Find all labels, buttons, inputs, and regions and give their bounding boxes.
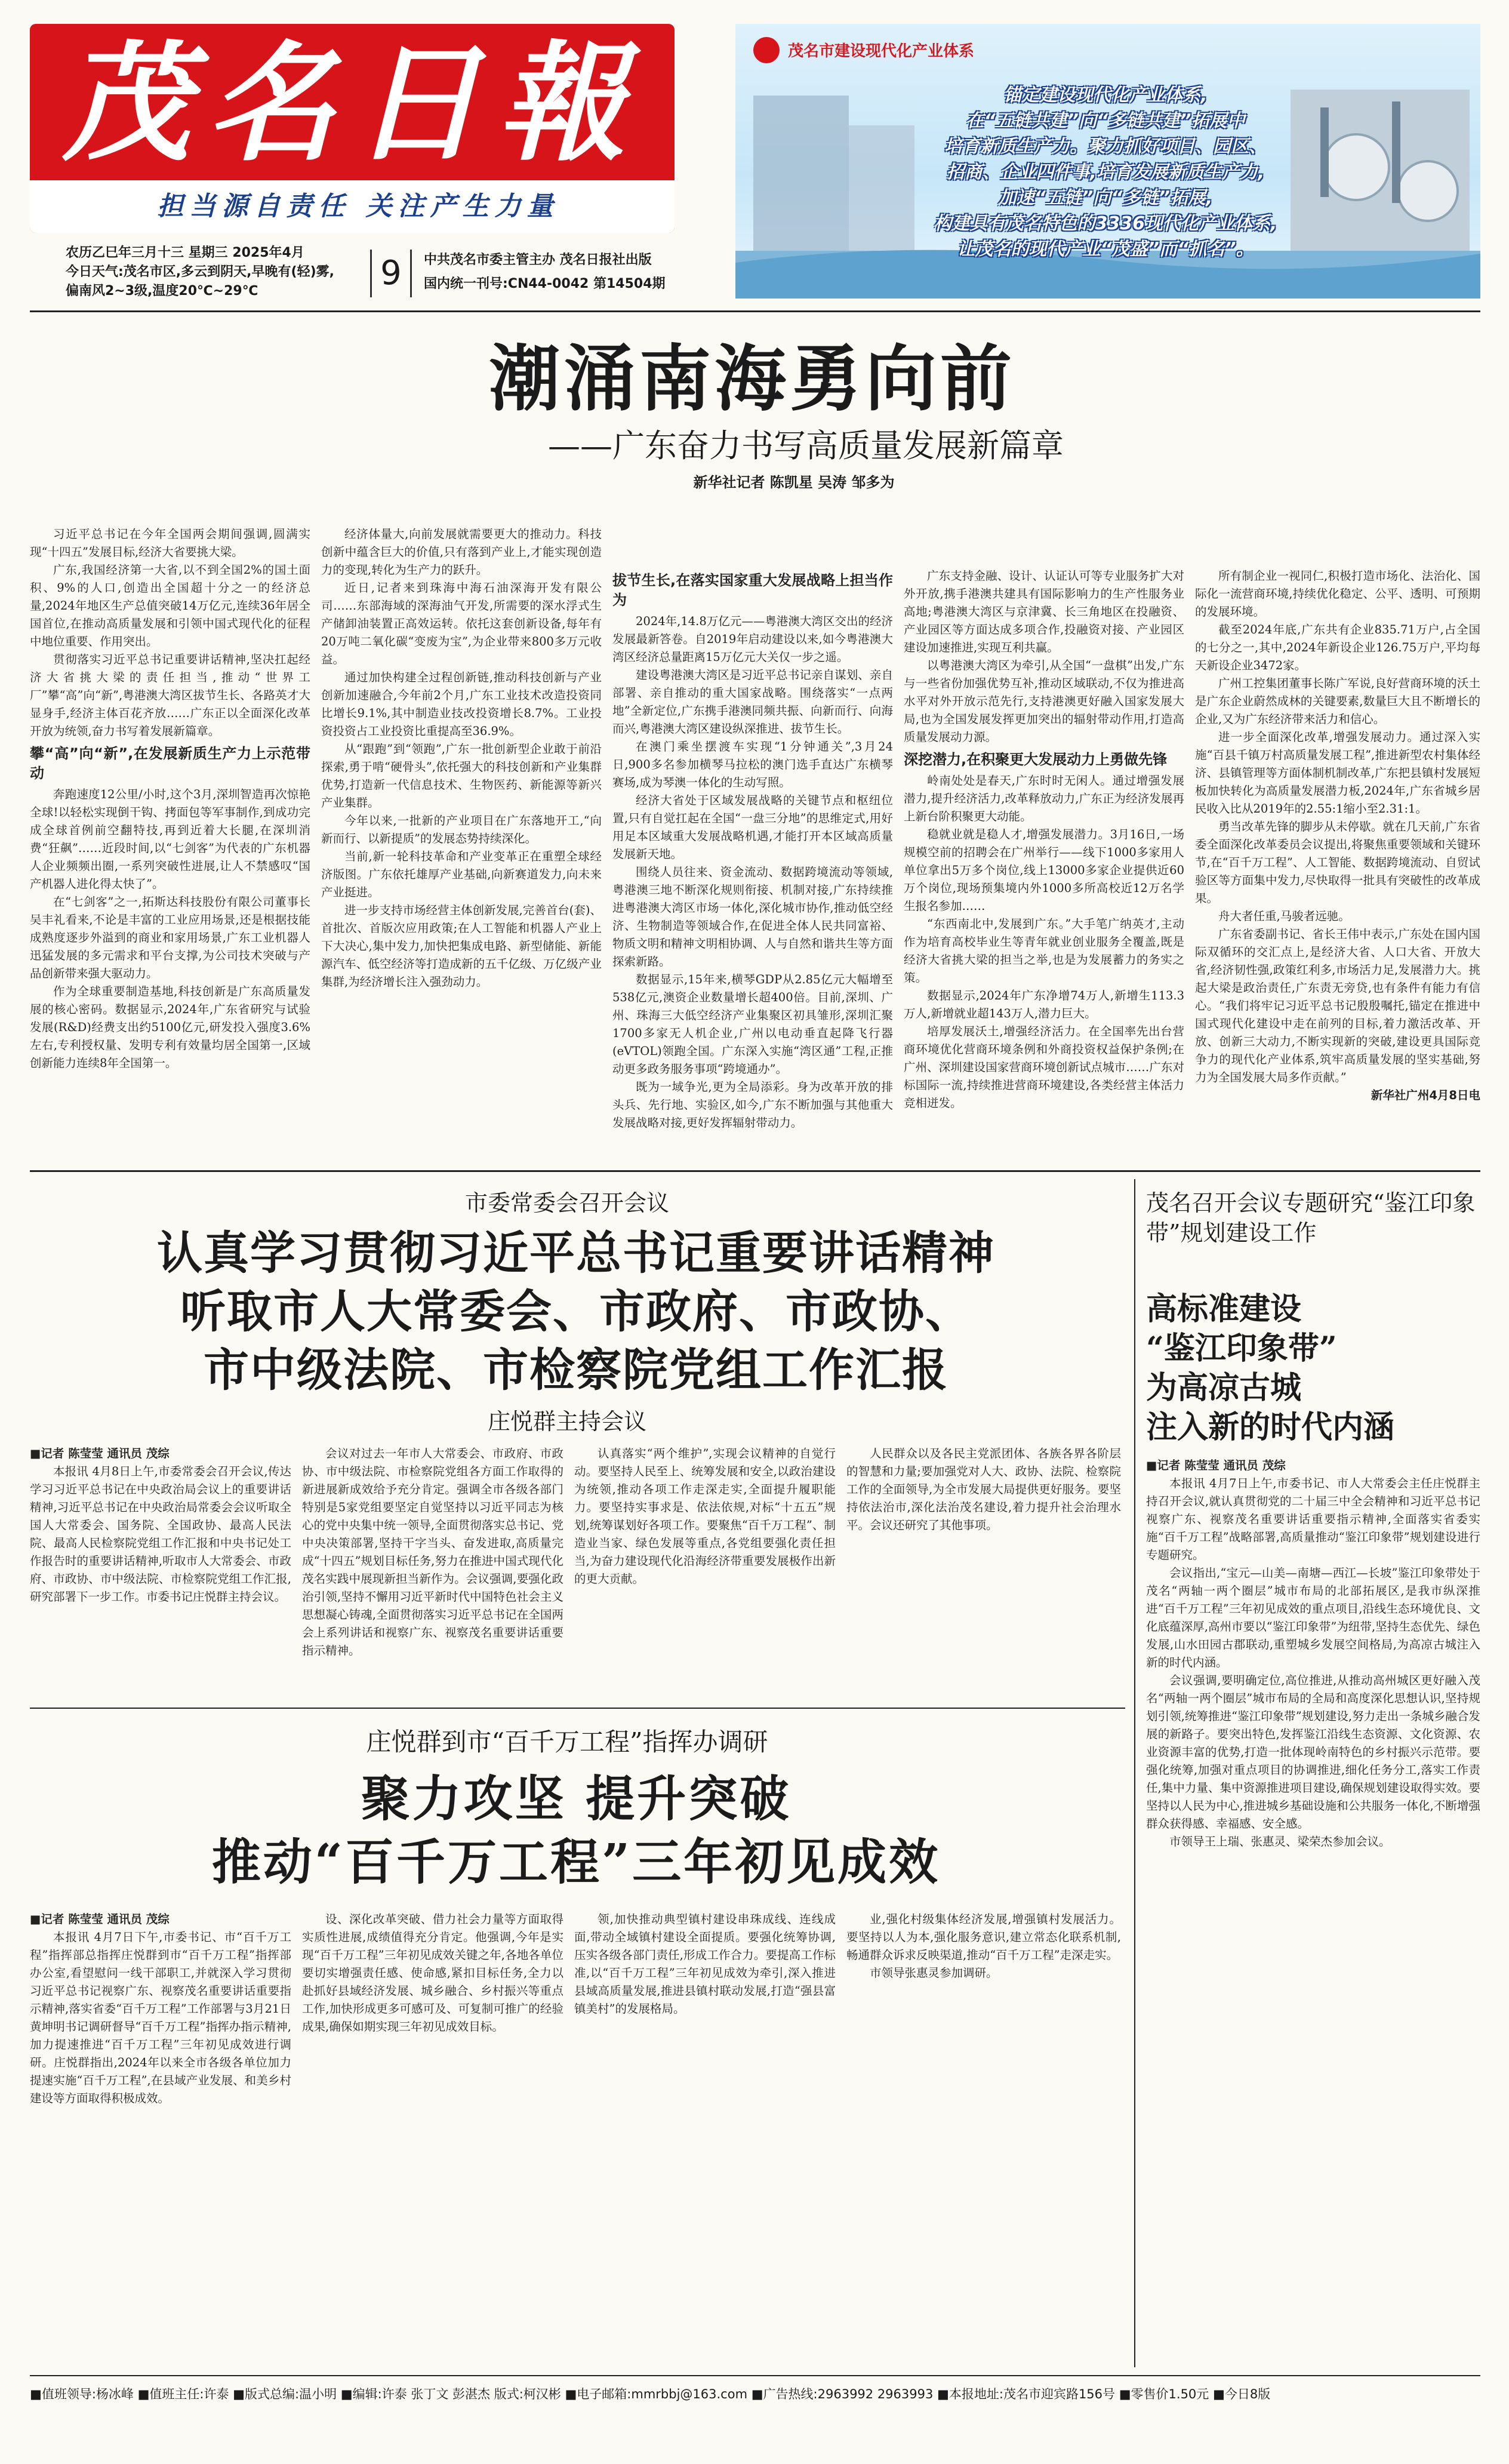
paragraph: 经济体量大,向前发展就需要更大的推动力。科技创新中蕴含巨大的价值,只有落到产业上,才能实现创造力的变现,转化为生产力的跃升。 <box>321 527 602 577</box>
banner-text-block <box>914 82 1296 262</box>
paragraph: 培厚发展沃土,增强经济活力。在全国率先出台营商环境优化营商环境条例和外商投资权益保护条例;在广州、深圳建设国家营商环境创新试点城市……广东对标国际一流,持续推进营商环境建设,各类经营主体活力竞相迸发。 <box>904 1025 1184 1110</box>
article2-title-line: 认真学习贯彻习近平总书记重要讲话精神 <box>157 1226 995 1279</box>
banner-line: 锚定建设现代化产业体系, <box>1003 85 1208 106</box>
article2-kicker: 市委常委会召开会议 <box>464 1190 669 1216</box>
byline: ■记者 陈莹莹 通讯员 茂综 <box>30 1447 170 1460</box>
article3-title-line: “鉴江印象带” <box>1146 1330 1337 1367</box>
masthead-logo <box>30 24 675 233</box>
article4-column-3 <box>574 1911 836 2364</box>
section-subhead: 攀“高”向“新”,在发展新质生产力上示范带动 <box>30 745 310 782</box>
lead-column-3 <box>612 567 893 1158</box>
paragraph: 市领导王上瑞、张惠灵、梁荣杰参加会议。 <box>1169 1835 1391 1848</box>
weather-line: 今日天气:茂名市区,多云到阴天,早晚有(轻)雾, <box>66 264 334 279</box>
slogan: 担当源自责任 关注产生力量 <box>157 191 559 222</box>
column-divider <box>1134 1179 1135 2367</box>
article2-title-line: 听取市人大常委会、市政府、市政协、 <box>180 1285 972 1338</box>
paragraph: 广东支持金融、设计、认证认可等专业服务扩大对外开放,携手港澳共建具有国际影响力的生产性服务业高地;粤港澳大湾区与京津冀、长三角地区在投融资、产业园区等方面达成多项合作,投融资对接、产业园区建设加速推进,实现互利共赢。 <box>904 569 1184 654</box>
banner-line: 招商、企业四件事,培育发展新质生产力, <box>946 162 1265 183</box>
lead-byline: 新华社记者 陈凯星 吴涛 邹多为 <box>693 474 895 491</box>
section-subhead: 拔节生长,在落实国家重大发展战略上担当作为 <box>612 572 893 608</box>
article4-column-4 <box>846 1911 1121 2364</box>
article2-column-3 <box>574 1445 836 1696</box>
paragraph: 本报讯 4月7日下午,市委书记、市“百千万工程”指挥部总指挥庄悦群到市“百千万工程”指挥部办公室,看望慰问一线干部职工,并就深入学习贯彻习近平总书记视察广东、视察茂名重要讲话重要指示精神,落实省委“百千万工程”工作部署与3月21日黄坤明书记调研督导“百千万工程”指挥办指示精神,加力提速推进“百千万工程”三年初见成效进行调研。庄悦群指出,2024年以来全市各级各单位加力提速实施“百千万工程”,在县域产业发展、和美乡村建设等方面取得积极成效。 <box>30 1930 291 2105</box>
paragraph: 勇当改革先锋的脚步从未停歇。就在几天前,广东省委全面深化改革委员会议提出,将聚焦重要领域和关键环节,在“百千万工程”、人工智能、数据跨境流动、自贸试验区等方面集中发力,尽快取得一批具有突破性的改革成果。 <box>1195 820 1480 905</box>
article4-column-2 <box>302 1911 563 2364</box>
promo-banner <box>735 24 1480 299</box>
lead-subtitle: ——广东奋力书写高质量发展新篇章 <box>548 427 1064 465</box>
paragraph: 今年以来,一批新的产业项目在广东落地开工,“向新而行、以新提质”的发展态势持续深化。 <box>321 814 602 845</box>
article2-subtitle: 庄悦群主持会议 <box>487 1408 646 1435</box>
paragraph: 本报讯 4月8日上午,市委常委会召开会议,传达学习习近平总书记在中央政治局会议上的重要讲话精神,习近平总书记在中央政治局常委会会议听取全国人大常委会、国务院、全国政协、最高人民法院、最高人民检察院党组工作汇报和中央书记处工作报告时的重要讲话精神,听取市人大常委会、市政府、市政协、市中级法院、市检察院党组工作汇报,研究部署下一步工作。市委书记庄悦群主持会议。 <box>30 1465 291 1604</box>
banner-line: 加速“五链”向“多链”拓展, <box>998 187 1213 208</box>
paragraph: 领,加快推动典型镇村建设串珠成线、连线成面,带动全域镇村建设全面提质。要强化统筹协调,压实各级各部门责任,形成工作合力。要提高工作标准,以“百千万工程”三年初见成效为牵引,深入推进县域高质量发展,推进县镇村联动发展,打造“强县富镇美村”的发展格局。 <box>574 1912 836 2016</box>
paragraph: 2024年,14.8万亿元——粤港澳大湾区交出的经济发展最新答卷。自2019年启动建设以来,如今粤港澳大湾区经济总量距离15万亿元大关仅一步之遥。 <box>612 614 893 664</box>
paragraph: 截至2024年底,广东共有企业835.71万户,占全国的七分之一,其中,2024年新设企业126.75万户,平均每天新设企业3472家。 <box>1195 623 1480 672</box>
paragraph: 岭南处处是春天,广东时时无闲人。通过增强发展潜力,提升经济活力,改革释放动力,广东正为经济发展再上新台阶积聚更大动能。 <box>904 774 1184 823</box>
section-rule <box>30 1170 1480 1172</box>
banner-org: 茂名市建设现代化产业体系 <box>788 42 975 60</box>
paragraph: 认真落实“两个维护”,实现会议精神的自觉行动。要坚持人民至上、统筹发展和安全,以政治建设为统领,推动各项工作走深走实,全面提升履职能力。要坚持实事求是、依法依规,对标“十五五”规划,统筹谋划好各项工作。要聚焦“百千万工程”、制造业当家、绿色发展等重点,各党组要强化责任担当,为奋力建设现代化沿海经济带重要发展极作出新的更大贡献。 <box>574 1447 836 1586</box>
byline: ■记者 陈莹莹 通讯员 茂综 <box>1146 1459 1286 1472</box>
day-number: 9 <box>370 250 412 297</box>
lead-column-2 <box>321 525 602 1158</box>
paragraph: 会议对过去一年市人大常委会、市政府、市政协、市中级法院、市检察院党组各方面工作取得的新进展新成效给予充分肯定。强调全市各级各部门特别是5家党组要坚定自觉坚持以习近平同志为核心的党中央集中统一领导,全面贯彻落实总书记、党中央决策部署,坚持干字当头、奋发进取,高质量完成“十四五”规划目标任务,努力在推进中国式现代化茂名实践中展现新担当新作为。会议强调,要强化政治引领,坚持不懈用习近平新时代中国特色社会主义思想凝心铸魂,全面贯彻落实习近平总书记在全国两会上系列讲话和视察广东、视察茂名重要讲话重要指示精神。 <box>302 1447 563 1657</box>
article4-title-line: 推动“百千万工程”三年初见成效 <box>211 1834 941 1891</box>
paragraph: 贯彻落实习近平总书记重要讲话精神,坚决扛起经济大省挑大梁的责任担当,推动“世界工厂”攀“高”向“新”,粤港澳大湾区拔节生长、各路英才大显身手,经济主体百花齐放……广东正以全面深化改革开放为统领,奋力书写着发展新篇章。 <box>30 653 310 738</box>
article2-column-4 <box>846 1445 1121 1696</box>
paragraph: 奔跑速度12公里/小时,这个3月,深圳智造再次惊艳全球!以轻松实现倒干钩、拷面包等军事制作,到成功完成全球首例前空翻特技,再到近着大长腿,在深圳消费“狂飙”……近段时间,以“七剑客”为代表的广东机器人企业频频出圈,一系列突破性进展,让人不禁感叹“国产机器人进化得太快了”。 <box>30 788 310 891</box>
paragraph: 设、深化改革突破、借力社会力量等方面取得实质性进展,成绩值得充分肯定。他强调,今年是实现“百千万工程”三年初见成效关键之年,各地各单位要切实增强责任感、使命感,紧扣目标任务,全力以赴抓好县域经济发展、城乡融合、乡村振兴等重点工作,加快形成更多可感可及、可复制可推广的经验成果,确保如期实现三年初见成效目标。 <box>302 1912 563 2034</box>
article3-title <box>1146 1290 1480 1447</box>
article2-title-line: 市中级法院、市检察院党组工作汇报 <box>204 1343 948 1396</box>
article2-column-1 <box>30 1445 291 1696</box>
paragraph: 在“七剑客”之一,拓斯达科技股份有限公司董事长吴丰礼看来,不论是丰富的工业应用场景,还是根据技能成熟度逐步外溢到的商业和家用场景,广东工业机器人迅猛发展的多元需求和平台支撑,为公司技术突破与产品创新带来强大驱动力。 <box>30 895 310 980</box>
paragraph: 广东,我国经济第一大省,以不到全国2%的国土面积、9%的人口,创造出全国超十分之一的经济总量,2024年地区生产总值突破14万亿元,连续36年居全国首位,在推动高质量发展和引领中国式现代化的征程中地位重要、作用突出。 <box>30 563 310 648</box>
weather-line: 偏南风2~3级,温度20℃~29℃ <box>66 284 258 299</box>
publisher-line: 中共茂名市委主管主办 茂名日报社出版 <box>424 253 652 267</box>
paragraph: “东西南北中,发展到广东。”大手笔广纳英才,主动作为培育高校毕业生等青年就业创业服务全覆盖,既是经济大省挑大梁的担当之举,也是为发展蓄力的务实之策。 <box>904 917 1184 985</box>
article4-kicker: 庄悦群到市“百千万工程”指挥办调研 <box>366 1727 768 1757</box>
paragraph: 作为全球重要制造基地,科技创新是广东高质量发展的核心密码。数据显示,2024年,广东省研究与试验发展(R&D)经费支出约5100亿元,研发投入强度3.6%左右,专利授权量、发明专利有效量均居全国第一,区域创新能力连续8年全国第一。 <box>30 985 310 1070</box>
paper-name: 茂名日報 <box>62 27 642 179</box>
masthead-rule <box>30 310 1480 312</box>
paragraph: 本报讯 4月7日上午,市委书记、市人大常委会主任庄悦群主持召开会议,就认真贯彻党的二十届三中全会精神和习近平总书记视察广东、视察茂名重要讲话重要指示精神,全面落实省委实施“百千万工程”战略部署,高质量推动“鉴江印象带”规划建设进行专题研究。 <box>1146 1476 1480 1562</box>
banner-line: 让茂名的现代产业“茂盛”而“抓名”。 <box>957 239 1254 260</box>
lead-column-1 <box>30 525 310 1158</box>
paragraph: 广州工控集团董事长陈广军说,良好营商环境的沃土是广东企业蔚然成林的关键要素,数量巨大且不断增长的企业,又为广东经济带来活力和信心。 <box>1195 676 1480 726</box>
footer-credits: ■值班领导:杨冰峰 ■值班主任:许泰 ■版式总编:温小明 ■编辑:许泰 张丁文 彭湛杰 版式:柯汉彬 ■电子邮箱:mmrbbj@163.com ■广告热线:2963992 2963993 ■本报地址:茂名市迎宾路156号 ■零售价1.50元 ■今日8版 <box>30 2387 1271 2401</box>
paragraph: 近日,记者来到珠海中海石油深海开发有限公司……东部海域的深海油气开发,所需要的深水浮式生产储卸油装置正高效运转。依托这套创新设备,每年有20万吨二氧化碳“变废为宝”,为企业带来800多万元收益。 <box>321 581 602 666</box>
article3-body <box>1146 1457 1480 2364</box>
banner-line: 构建具有茂名特色的3336现代化产业体系, <box>934 213 1277 234</box>
lead-column-5 <box>1195 567 1480 1158</box>
lead-column-4 <box>904 567 1184 1158</box>
lead-title: 潮涌南海勇向前 <box>489 337 1015 421</box>
article2-column-2 <box>302 1445 563 1696</box>
article4-title <box>30 1767 1122 1894</box>
article2-title <box>30 1224 1122 1399</box>
paragraph: 所有制企业一视同仁,积极打造市场化、法治化、国际化一流营商环境,持续优化稳定、公平、透明、可预期的发展环境。 <box>1195 569 1480 619</box>
paragraph: 通过加快构建全过程创新链,推动科技创新与产业创新加速融合,今年前2个月,广东工业技术改造投资同比增长9.1%,其中制造业技改投资增长8.7%。工业投资投资占工业投资比重提高至36.9%。 <box>321 670 602 738</box>
article3-title-line: 为高凉古城 <box>1146 1370 1302 1406</box>
article3-title-line: 高标准建设 <box>1146 1291 1302 1327</box>
byline: ■记者 陈莹莹 通讯员 茂综 <box>30 1912 170 1926</box>
paragraph: 人民群众以及各民主党派团体、各族各界各阶层的智慧和力量;要加强党对人大、政协、法院、检察院工作的全面领导,为全市发展大局提供更好服务。要坚持依法治市,深化法治茂名建设,着力提升社会治理水平。会议还研究了其他事项。 <box>846 1447 1121 1532</box>
paragraph: 会议强调,要明确定位,高位推进,从推动高州城区更好融入茂名“两轴一两个圈层”城市布局的全局和高度深化思想认识,坚持规划引领,统筹推进“鉴江印象带”规划建设,努力走出一条城乡融合发展的新路子。要突出特色,发挥鉴江沿线生态资源、文化资源、农业资源丰富的优势,打造一批体现岭南特色的乡村振兴示范带。要强化统筹,加强对重点项目的协调推进,细化任务分工,落实工作责任,集中力量、集中资源推进项目建设,确保规划建设取得实效。要坚持以人民为中心,推进城乡基础设施和公共服务一体化,不断增强群众获得感、幸福感、安全感。 <box>1146 1674 1480 1831</box>
paragraph: 会议指出,“宝元—山美—南塘—西江—长坡”鉴江印象带处于茂名“两轴一两个圈层”城市布局的北部拓展区,是我市纵深推进“百千万工程”三年初见成效的重点项目,沿线生态环境优良、文化底蕴深厚,高州市要以“鉴江印象带”为纽带,坚持生态优先、绿色发展,山水田园古郡联动,重塑城乡发展空间格局,为高凉古城注入新的时代内涵。 <box>1146 1566 1480 1669</box>
paragraph: 舟大者任重,马骏者远驰。 <box>1218 909 1350 923</box>
paragraph: 从“跟跑”到“领跑”,广东一批创新型企业敢于前沿探索,勇于啃“硬骨头”,依托强大的科技创新和产业集群优势,打造新一代信息技术、生物医药、新能源等新兴产业集群。 <box>321 742 602 810</box>
dateline: 新华社广州4月8日电 <box>1371 1088 1480 1102</box>
date-line: 农历乙巳年三月十三 星期三 2025年4月 <box>66 245 304 260</box>
paragraph: 进一步全面深化改革,增强发展动力。通过深入实施“百县千镇万村高质量发展工程”,推进新型农村集体经济、县镇管理等方面体制机制改革,广东把县镇村发展短板加快转化为高质量发展潜力板,2024年,广东省城乡居民收入比从2019年的2.55:1缩小至2.31:1。 <box>1195 730 1480 816</box>
footer-rule <box>30 2375 1480 2376</box>
paragraph: 进一步支持市场经营主体创新发展,完善首台(套)、首批次、首版次应用政策;在人工智能和机器人产业上下大决心,集中发力,加快把集成电路、新型储能、新能源汽车、低空经济等打造成新的五千亿级、万亿级产业集群,为经济增长注入强劲动力。 <box>321 903 602 989</box>
article4-title-line: 聚力攻坚 提升突破 <box>361 1770 792 1828</box>
issue-info-bar <box>30 244 704 303</box>
paragraph: 数据显示,15年来,横琴GDP从2.85亿元大幅增至538亿元,澳资企业数量增长超400倍。目前,深圳、广州、珠海三大低空经济产业集聚区初具雏形,深圳汇聚1700多家无人机企业,广州以电动垂直起降飞行器(eVTOL)领跑全国。广东深入实施“湾区通”工程,正推动更多政务服务事项“跨境通办”。 <box>612 973 893 1076</box>
paragraph: 在澳门乘坐摆渡车实现“1分钟通关”,3月24日,900多名参加横琴马拉松的澳门选手直达广东横琴赛场,成为琴澳一体化的生动写照。 <box>612 740 893 789</box>
paragraph: 数据显示,2024年广东净增74万人,新增生113.3万人,新增就业超143万人,潜力巨大。 <box>904 989 1184 1020</box>
paragraph: 业,强化村级集体经济发展,增强镇村发展活力。要坚持以人为本,强化服务意识,建立常态化联系机制,畅通群众诉求反映渠道,推动“百千万工程”走深走实。 <box>846 1912 1121 1962</box>
paragraph: 市领导张惠灵参加调研。 <box>870 1966 998 1980</box>
paragraph: 经济大省处于区域发展战略的关键节点和枢纽位置,只有自觉扛起在全国“一盘三分地”的思维定式,用好用足本区域重大发展战略机遇,才能打开本区域高质量发展新天地。 <box>612 793 893 861</box>
paragraph: 既为一域争光,更为全局添彩。身为改革开放的排头兵、先行地、实验区,如今,广东不断加强与其他重大发展战略对接,更好发挥辐射带动力。 <box>612 1080 893 1130</box>
section-subhead: 深挖潜力,在积聚更大发展动力上勇做先锋 <box>904 751 1168 768</box>
paragraph: 建设粤港澳大湾区是习近平总书记亲自谋划、亲自部署、亲自推动的重大国家战略。围绕落实“一点两地”全新定位,广东携手港澳同频共振、向新而行、向海而兴,粤港澳大湾区建设纵深推进、拔节生长。 <box>612 668 893 736</box>
publisher-line: 国内统一刊号:CN44-0042 第14504期 <box>424 276 666 291</box>
section-rule <box>30 1708 1125 1709</box>
article4-column-1 <box>30 1911 291 2364</box>
paragraph: 以粤港澳大湾区为牵引,从全国“一盘棋”出发,广东与一些省份加强优势互补,推动区域联动,不仅为推进高水平对外开放示范先行,支持港澳更好融入国家发展大局,也为全国发展发挥更加突出的辐射带动作用,打造高质量发展动力源。 <box>904 659 1184 744</box>
paragraph: 当前,新一轮科技革命和产业变革正在重塑全球经济版图。广东依托雄厚产业基础,向新赛道发力,向未来产业挺进。 <box>321 850 602 899</box>
banner-line: 培育新质生产力。聚力抓好项目、园区、 <box>944 136 1267 157</box>
article3-kicker: 茂名召开会议专题研究“鉴江印象带”规划建设工作 <box>1146 1190 1476 1246</box>
paragraph: 习近平总书记在今年全国两会期间强调,圆满实现“十四五”发展目标,经济大省要挑大梁。 <box>30 527 310 559</box>
article3-title-line: 注入新的时代内涵 <box>1146 1409 1395 1445</box>
banner-line: 在“五链共建”向“多链共建”拓展中 <box>966 110 1245 131</box>
paragraph: 稳就业就是稳人才,增强发展潜力。3月16日,一场规模空前的招聘会在广州举行——线下1000多家用人单位拿出5万多个岗位,线上13000多家企业提供近60万个岗位,现场预集境内外1000多所高校近12万名学生报名参加…… <box>904 828 1184 913</box>
paragraph: 围绕人员往来、资金流动、数据跨境流动等领域,粤港澳三地不断深化规则衔接、机制对接,广东持续推进粤港澳大湾区市场一体化,深化城市协作,推动低空经济、生物制造等领域合作,在促进全体人民共同富裕、物质文明和精神文明相协调、人与自然和谐共生等方面探索新路。 <box>612 865 893 968</box>
paragraph: 广东省委副书记、省长王伟中表示,广东处在国内国际双循环的交汇点上,是经济大省、人口大省、开放大省,经济韧性强,政策红利多,市场活力足,发展潜力大。挑起大梁是政治责任,广东责无旁贷,也有条件有能力有信心。“我们将牢记习近平总书记殷殷嘱托,锚定在推进中国式现代化建设中走在前列的目标,着力激活改革、开放、创新三大动力,不断实现新的突破,建设更具国际竞争力的现代化产业体系,筑牢高质量发展的坚实基础,努力为全国发展大局多作贡献。” <box>1195 927 1480 1084</box>
